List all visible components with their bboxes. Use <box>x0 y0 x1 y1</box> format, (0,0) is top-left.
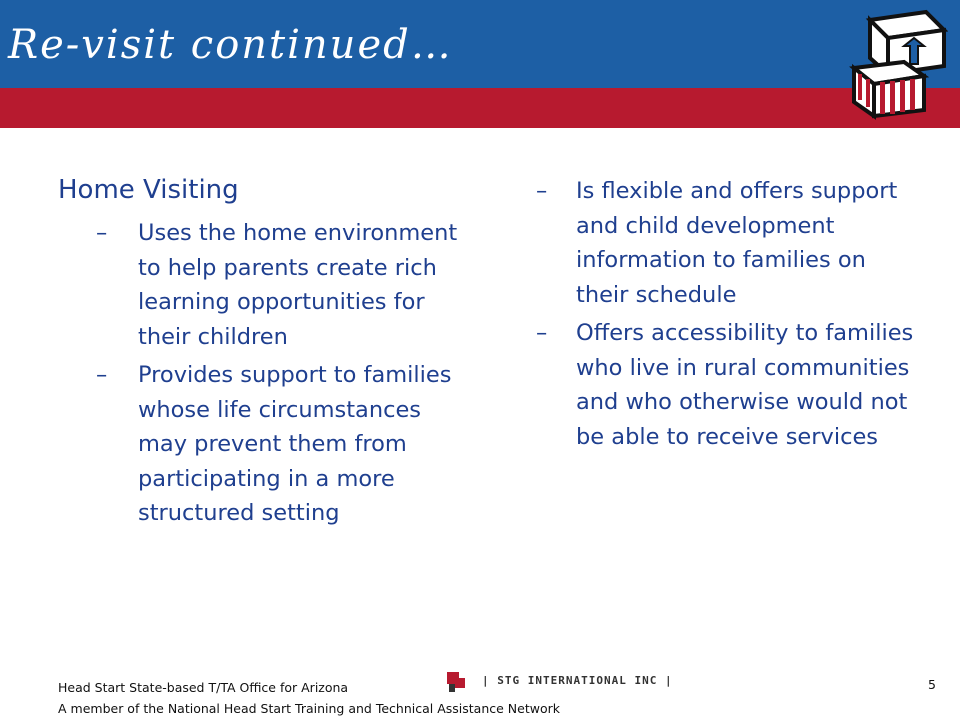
bullet-dash: – <box>96 362 108 388</box>
footer-line-1: Head Start State-based T/TA Office for Arizona <box>58 680 349 695</box>
bullet-text: Provides support to families whose life circumstances may prevent them from participating in a more structured setting <box>138 362 452 526</box>
bullet-text: Uses the home environment to help parents create rich learning opportunities for their children <box>138 220 458 350</box>
bullet-dash: – <box>96 220 108 246</box>
header-red-band <box>0 88 960 128</box>
bullet-text: Offers accessibility to families who live in rural communities and who otherwise would not be able to receive services <box>576 320 914 450</box>
stg-logo-icon <box>445 670 475 694</box>
stg-logo-text: | STG INTERNATIONAL INC | <box>482 674 673 687</box>
right-column <box>536 174 916 458</box>
bullet-dash: – <box>536 320 548 346</box>
head-start-blocks-logo-icon <box>848 2 948 120</box>
page-number: 5 <box>928 677 936 692</box>
section-heading: Home Visiting <box>58 175 239 205</box>
bullet-item <box>96 358 458 531</box>
left-column <box>58 174 458 535</box>
bullet-item <box>536 174 916 312</box>
bullet-dash: – <box>536 178 548 204</box>
bullet-item <box>96 216 458 354</box>
bullet-text: Is flexible and offers support and child development information to families on their schedule <box>576 178 898 308</box>
bullet-item <box>536 316 916 454</box>
slide-title: Re-visit continued… <box>8 22 453 68</box>
footer-line-2: A member of the National Head Start Training and Technical Assistance Network <box>58 701 560 716</box>
